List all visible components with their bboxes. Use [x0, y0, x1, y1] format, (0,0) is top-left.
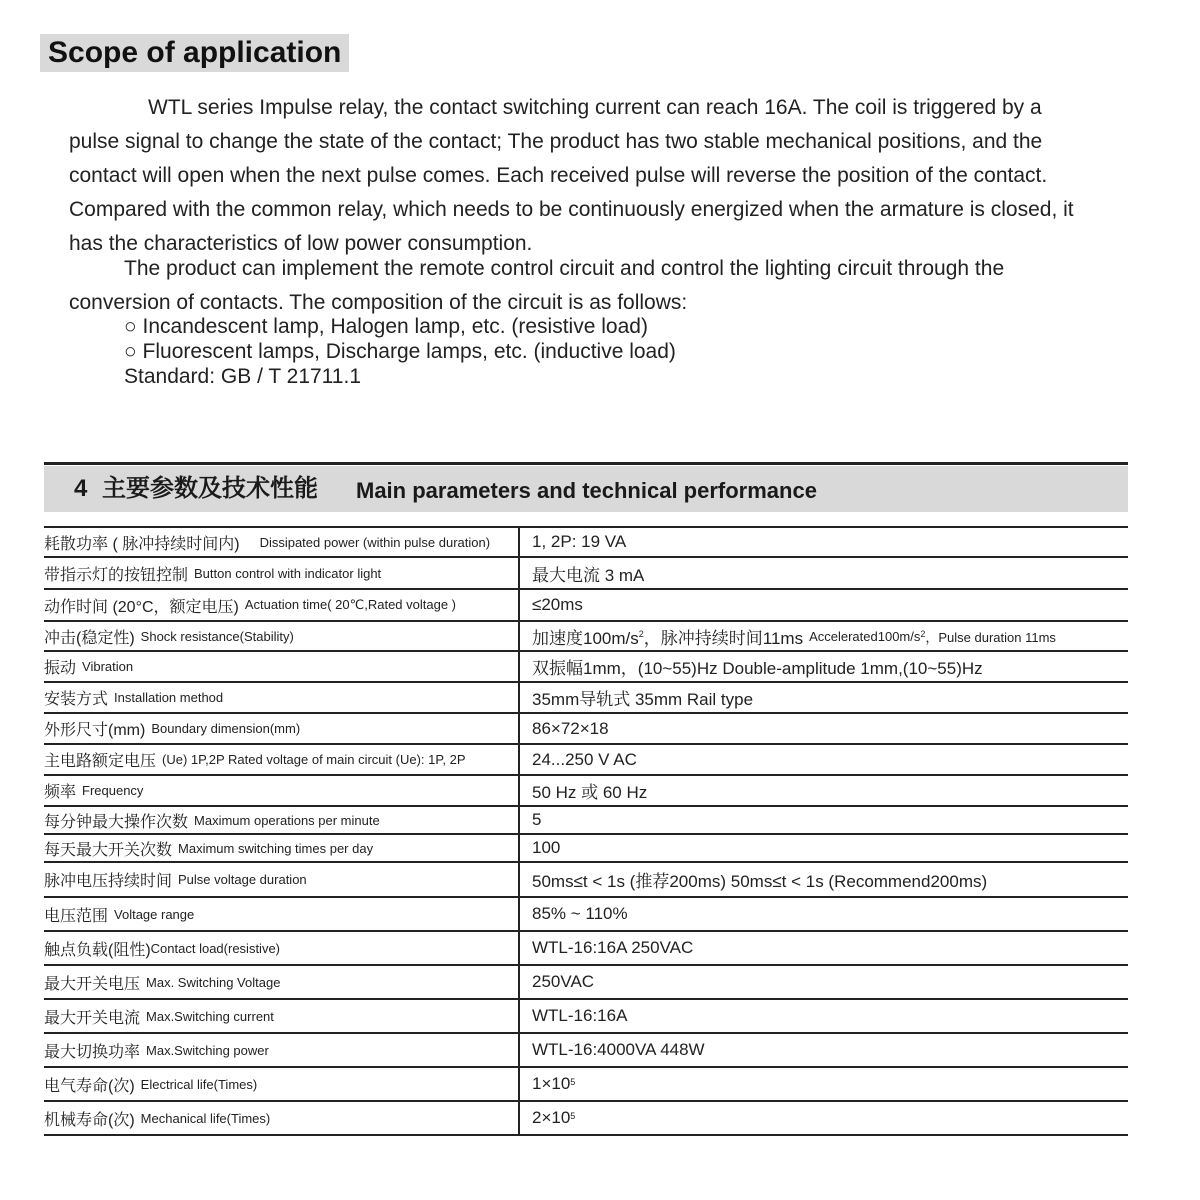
section-top-rule: [44, 462, 1128, 465]
table-row: [44, 683, 1128, 714]
param-label: 带指示灯的按钮控制 Button control with indicator light: [44, 565, 382, 584]
param-value: 250VAC: [532, 972, 595, 991]
section-title-cn: 主要参数及技术性能: [102, 475, 318, 502]
scope-standard: Standard: GB / T 21711.1: [124, 365, 361, 388]
param-value: 5: [532, 810, 542, 829]
param-label: 机械寿命(次) Mechanical life(Times): [44, 1110, 271, 1129]
param-label: 频率 Frequency: [44, 783, 144, 801]
param-label: 电压范围 Voltage range: [44, 906, 195, 925]
param-value: WTL-16:16A: [532, 1006, 628, 1025]
table-row: [44, 1102, 1128, 1136]
param-value: WTL-16:16A 250VAC: [532, 938, 694, 957]
param-label: 动作时间 (20°C，额定电压) Actuation time( 20℃,Rated voltage ): [44, 597, 457, 616]
param-label: 主电路额定电压 (Ue) 1P,2P Rated voltage of main circuit (Ue): 1P, 2P: [44, 752, 466, 770]
table-row: [44, 745, 1128, 776]
param-value: 100: [532, 838, 561, 857]
param-label: 振动 Vibration: [44, 659, 134, 677]
param-label: 每天最大开关次数 Maximum switching times per day: [44, 840, 374, 859]
param-label: 脉冲电压持续时间 Pulse voltage duration: [44, 872, 307, 890]
param-label: 冲击(稳定性) Shock resistance(Stability): [44, 628, 294, 647]
param-value: 85% ~ 110%: [532, 904, 628, 923]
param-value: 2×10 5: [532, 1108, 576, 1127]
scope-line-1: WTL series Impulse relay, the contact switching current can reach 16A. The coil is triggered by a: [148, 96, 1042, 119]
parameters-table: [44, 528, 1128, 1136]
table-row: [44, 1068, 1128, 1102]
table-row: [44, 558, 1128, 590]
param-value: 50ms≤t < 1s (推荐200ms) 50ms≤t < 1s (Recommend200ms): [532, 872, 988, 891]
param-value: 86×72×18: [532, 718, 609, 738]
param-label: 最大开关电流 Max.Switching current: [44, 1008, 274, 1027]
param-value: 1×10 5: [532, 1074, 576, 1093]
table-row: [44, 714, 1128, 745]
scope-bullet-1: ○ Incandescent lamp, Halogen lamp, etc. (resistive load): [124, 315, 648, 338]
section-number: 4: [74, 475, 88, 502]
param-label: 电气寿命(次) Electrical life(Times): [44, 1076, 258, 1095]
section-title-en: Main parameters and technical performance: [356, 478, 817, 503]
param-value: ≤20ms: [532, 595, 583, 614]
table-row: [44, 932, 1128, 966]
param-value: 1, 2P: 19 VA: [532, 532, 627, 551]
table-row: [44, 652, 1128, 683]
scope-line-4: Compared with the common relay, which needs to be continuously energized when the armature is closed, it: [69, 198, 1074, 221]
table-row: [44, 863, 1128, 898]
param-value: 24...250 V AC: [532, 749, 637, 769]
table-row: [44, 966, 1128, 1000]
param-label: 安装方式 Installation method: [44, 690, 224, 708]
param-label: 最大开关电压 Max. Switching Voltage: [44, 974, 281, 993]
scope-line-7: conversion of contacts. The composition of the circuit is as follows:: [69, 291, 688, 314]
table-row: [44, 590, 1128, 622]
param-label: 每分钟最大操作次数 Maximum operations per minute: [44, 812, 380, 831]
scope-line-6: The product can implement the remote control circuit and control the lighting circuit through the: [124, 257, 1005, 280]
table-row: [44, 898, 1128, 932]
param-label: 触点负载(阻性) Contact load(resistive): [44, 940, 280, 959]
param-value: 双振幅1mm，(10~55)Hz Double-amplitude 1mm,(10~55)Hz: [532, 659, 983, 678]
table-row: [44, 835, 1128, 863]
table-row: [44, 807, 1128, 835]
table-row: [44, 776, 1128, 807]
param-label: 最大切换功率 Max.Switching power: [44, 1042, 269, 1061]
table-row: [44, 528, 1128, 558]
param-label: 耗散功率 ( 脉冲持续时间内) Dissipated power (within pulse duration): [44, 534, 491, 553]
scope-title: Scope of application: [40, 34, 349, 72]
param-value: 35mm导轨式 35mm Rail type: [532, 690, 754, 709]
section-banner: [44, 466, 1128, 512]
table-row: [44, 622, 1128, 652]
scope-bullet-2: ○ Fluorescent lamps, Discharge lamps, etc. (inductive load): [124, 340, 676, 363]
table-row: [44, 1034, 1128, 1068]
param-value: 50 Hz 或 60 Hz: [532, 783, 648, 802]
param-value: WTL-16:4000VA 448W: [532, 1040, 705, 1059]
scope-line-3: contact will open when the next pulse comes. Each received pulse will reverse the position of the contact.: [69, 164, 1048, 187]
table-row: [44, 1000, 1128, 1034]
param-value: 加速度100m/s 2 ，脉冲持续时间11ms Accelerated100m/s 2 ，Pulse duration 11ms: [532, 628, 1056, 648]
param-value: 最大电流 3 mA: [532, 565, 645, 585]
param-label: 外形尺寸(mm) Boundary dimension(mm): [44, 721, 301, 739]
scope-line-5: has the characteristics of low power consumption.: [69, 232, 533, 255]
scope-line-2: pulse signal to change the state of the contact; The product has two stable mechanical positions, and the: [69, 130, 1043, 153]
